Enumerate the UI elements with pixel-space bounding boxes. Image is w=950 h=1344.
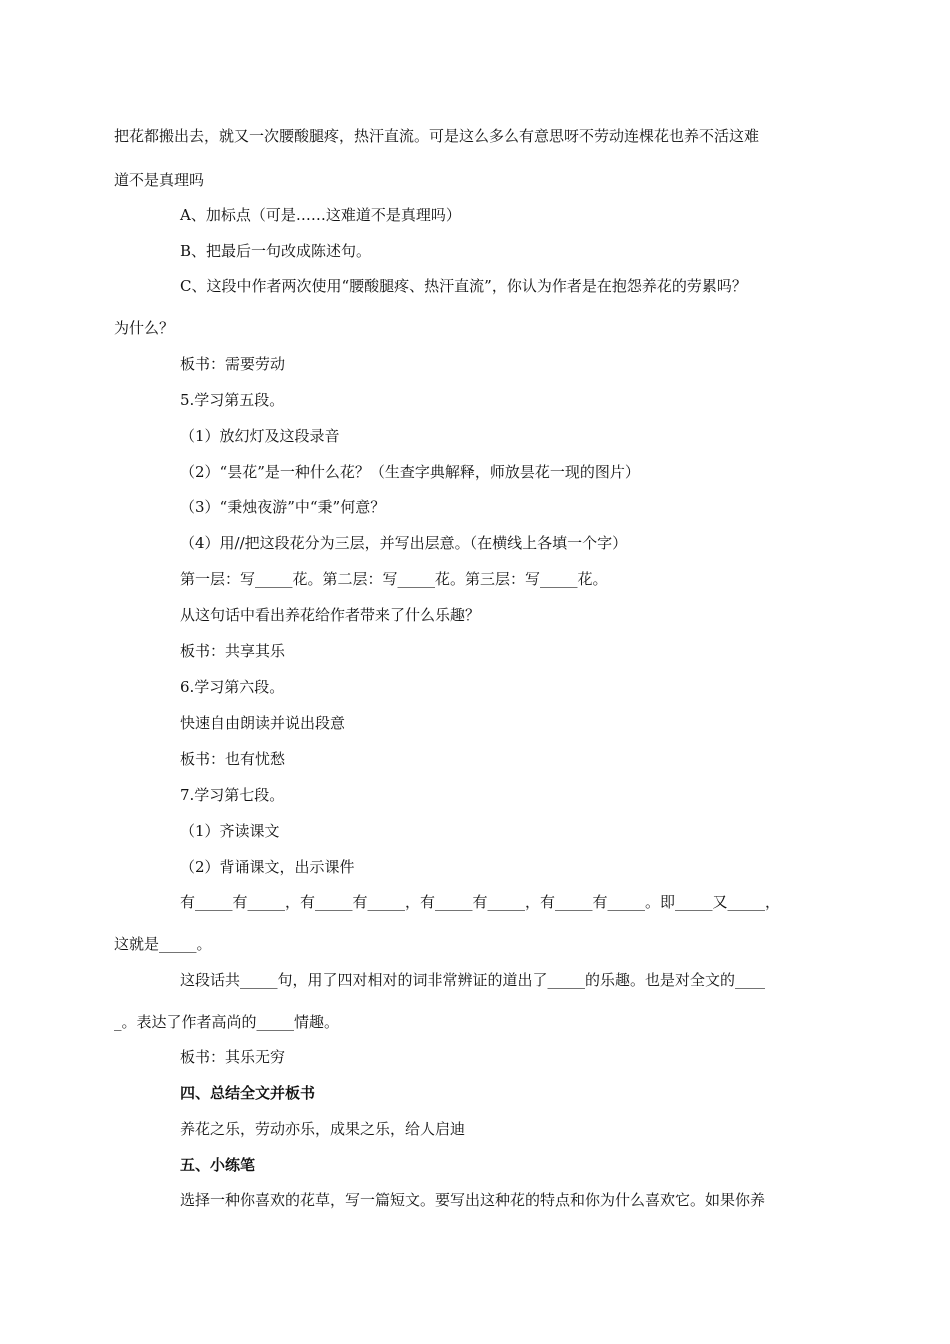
list-item: （2）“昙花”是一种什么花？（生查字典解释，师放昙花一现的图片） xyxy=(180,463,640,481)
question-b: B、把最后一句改成陈述句。 xyxy=(180,242,372,260)
list-item: （4）用//把这段花分为三层，并写出层意。（在横线上各填一个字） xyxy=(180,534,628,552)
section-heading: 7.学习第七段。 xyxy=(180,786,285,804)
list-item: （1）齐读课文 xyxy=(180,822,280,840)
paragraph-line: 把花都搬出去，就又一次腰酸腿疼，热汗直流。可是这么多么有意思呀不劳动连棵花也养不活这难 xyxy=(114,127,760,145)
question-c-continued: 为什么？ xyxy=(114,319,175,337)
board-note: 板书：也有忧愁 xyxy=(180,750,286,768)
list-item: （1）放幻灯及这段录音 xyxy=(180,427,340,445)
summary-line: 养花之乐，劳动亦乐，成果之乐，给人启迪 xyxy=(180,1120,466,1138)
board-note: 板书：其乐无穷 xyxy=(180,1048,286,1066)
board-note: 板书：需要劳动 xyxy=(180,355,286,373)
fill-blank-line: 有_____有_____，有_____有_____，有_____有_____，有_____有_____。即_____又_____， xyxy=(180,893,781,911)
question-line: 从这句话中看出养花给作者带来了什么乐趣？ xyxy=(180,606,481,624)
section-heading: 5.学习第五段。 xyxy=(180,391,285,409)
task-line: 选择一种你喜欢的花草，写一篇短文。要写出这种花的特点和你为什么喜欢它。如果你养 xyxy=(180,1191,766,1209)
list-item: （2）背诵课文，出示课件 xyxy=(180,858,355,876)
board-note: 板书：共享其乐 xyxy=(180,642,286,660)
fill-blank-line: _。表达了作者高尚的_____情趣。 xyxy=(114,1013,340,1031)
task-line: 快速自由朗读并说出段意 xyxy=(180,714,346,732)
fill-blank-line: 这段话共_____句，用了四对相对的词非常辨证的道出了_____的乐趣。也是对全文的____ xyxy=(180,971,766,989)
paragraph-line: 道不是真理吗 xyxy=(114,171,205,189)
fill-blank-line: 这就是_____。 xyxy=(114,935,212,953)
fill-blank-line: 第一层：写_____花。第二层：写_____花。第三层：写_____花。 xyxy=(180,570,608,588)
question-c: C、这段中作者两次使用“腰酸腿疼、热汗直流”，你认为作者是在抱怨养花的劳累吗？ xyxy=(180,277,747,295)
question-a: A、加标点（可是……这难道不是真理吗） xyxy=(180,206,461,224)
section-heading: 6.学习第六段。 xyxy=(180,678,285,696)
part-heading: 四、总结全文并板书 xyxy=(180,1084,316,1102)
part-heading: 五、小练笔 xyxy=(180,1156,256,1174)
list-item: （3）“秉烛夜游”中“秉”何意？ xyxy=(180,498,386,516)
